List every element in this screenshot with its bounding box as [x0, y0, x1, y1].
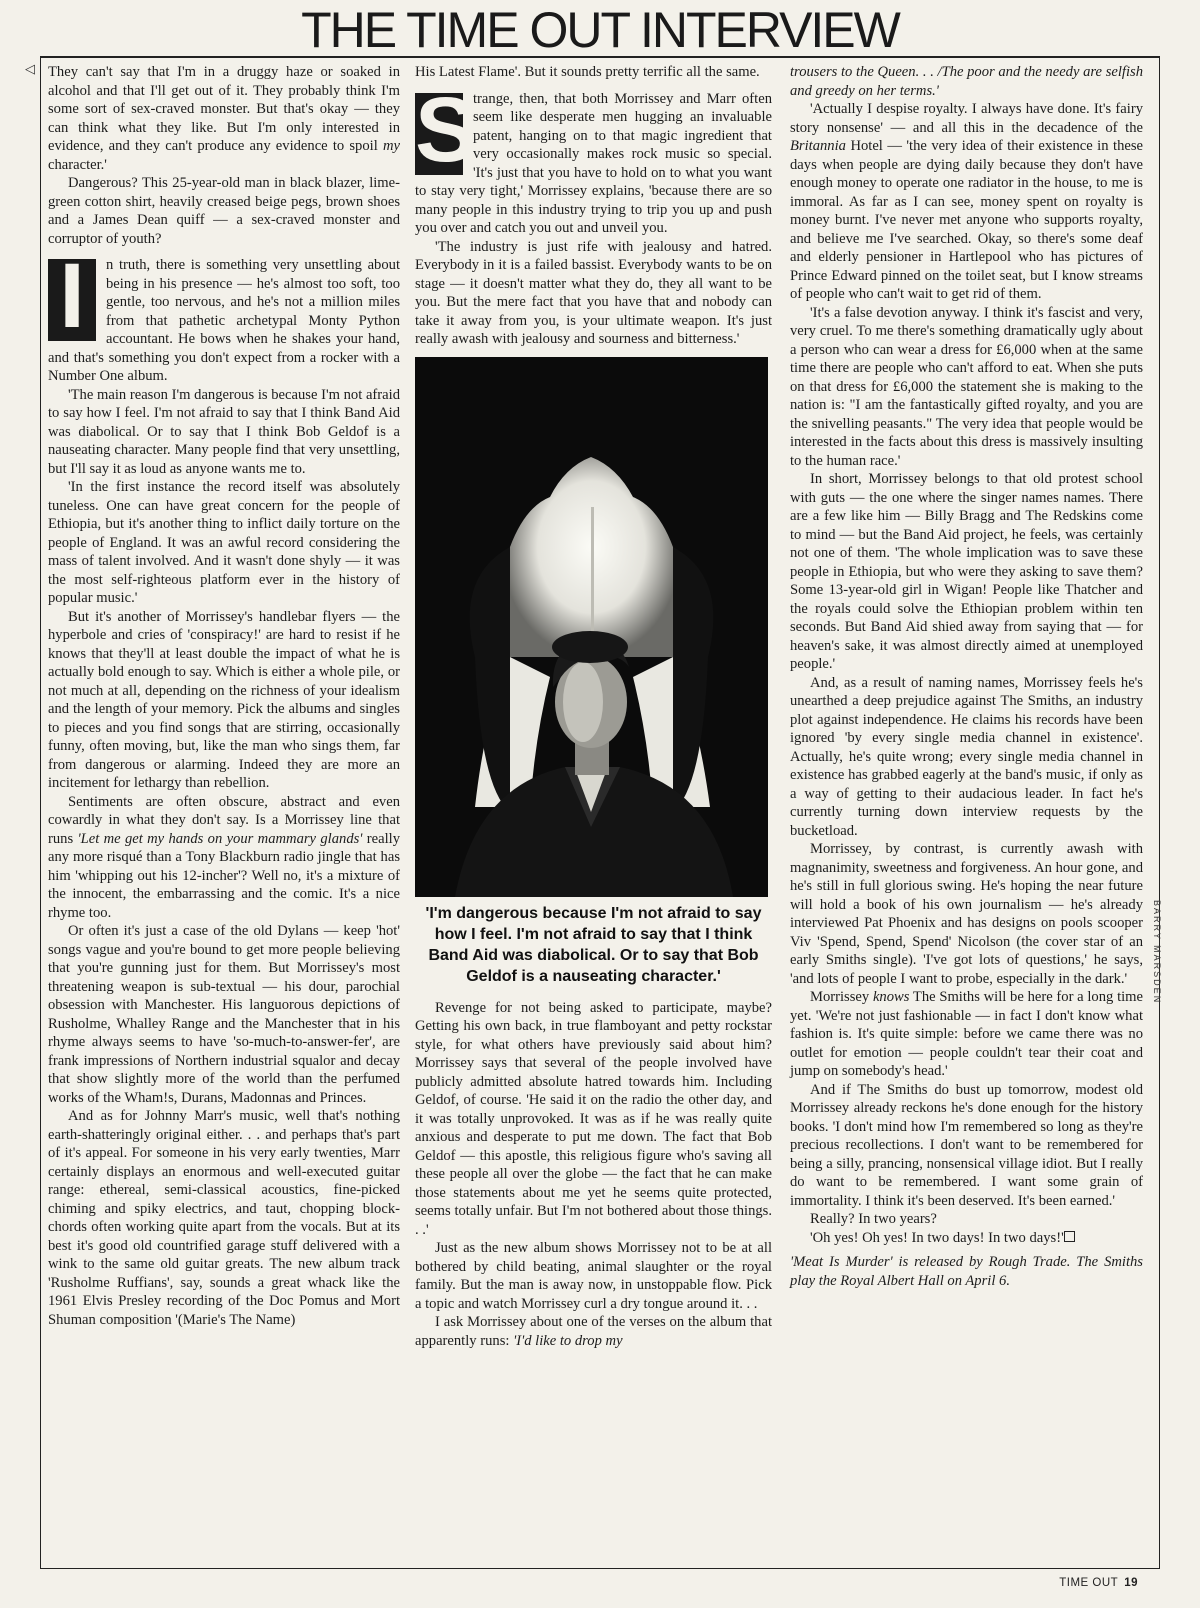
paragraph: But it's another of Morrissey's handlebar flyers — the hyperbole and cries of 'conspiracy!' are hard to resist if he knows that they'll at least double the impact of what he is actually bold enough to say. Which is either a whole pile, or not much at all, depending on the richness of your idealism and the length of your memory. Pick the albums and singles to pieces and you find songs that are stirring, occasionally funny, often moving, but, like the man who sings them, far from dangerous or alarming. Indeed they are more an incitement for lethargy than rebellion. — [48, 608, 400, 791]
paragraph: trousers to the Queen. . . /The poor and the needy are selfish and greedy on her terms.' — [790, 64, 1143, 99]
end-mark-icon — [1064, 1231, 1075, 1242]
paragraph: 'Oh yes! Oh yes! In two days! In two days!' — [790, 1229, 1143, 1248]
masthead-title: THE TIME OUT INTERVIEW — [301, 2, 899, 58]
frame-bottom-rule — [40, 1568, 1160, 1569]
portrait-photo — [415, 357, 768, 897]
paragraph: And as for Johnny Marr's music, well that's nothing earth-shatteringly original either. . . and perhaps that's part of it's appeal. For someone in his very early twenties, Marr certainly displays an enormous and well-executed guitar range: ethereal, semi-classical acoustics, fine-picked chiming and spiky electrics, and taut, chopping block-chords often working quite apart from the vocals. But at its best it's good old countrified garage stuff delivered with a wink to the same old guitar greats. The new album track 'Rusholme Ruffians', say, sounds a great whack like the 1961 Elvis Presley recording of the Doc Pomus and Mort Shuman composition '(Marie's The Name) — [48, 1108, 400, 1328]
paragraph: I n truth, there is something very unsettling about being in his presence — he's almost too soft, too gentle, too nervous, and he's not a million miles from that pathetic archetypal Monty Python accountant. He bows when he shakes your hand, and that's something you don't expect from a rocker with a Number One album. — [48, 245, 400, 384]
pull-quote: 'I'm dangerous because I'm not afraid to say how I feel. I'm not afraid to say that I think Band Aid was diabolical. Or to say that Bob Geldof is a nauseating character.' — [425, 904, 762, 985]
frame-top-rule — [40, 56, 1160, 58]
article-column-1 — [48, 63, 400, 1568]
article-column-3 — [790, 63, 1143, 1568]
paragraph: Just as the new album shows Morrissey not to be at all bothered by child beating, animal slaughter or the royal family. But the man is away now, in unstoppable flow. Pick a topic and watch Morrissey curl a dry tongue around it. . . — [415, 1240, 772, 1312]
paragraph: They can't say that I'm in a druggy haze or soaked in alcohol and that I'll get out of it. They probably think I'm some sort of sex-craved monster. But that's okay — they can think what they like. But I'm only interested in evidence, and they can't produce any evidence to spoil my character.' — [48, 64, 400, 173]
paragraph: I ask Morrissey about one of the verses on the album that apparently runs: 'I'd like to drop my — [415, 1314, 772, 1349]
paragraph: Morrissey, by contrast, is currently awash with magnanimity, sweetness and forgiveness. An hour gone, and he's still in full glorious swing. He's hoping the near future will hold a book of his own journalism — he's already interviewed Pat Phoenix and has designs on pools scooper Viv 'Spend, Spend, Spend' Nicolson (the cover star of an early Smiths single). 'I've got lots of questions,' he says, 'and lots of people I want to probe, especially in the dark.' — [790, 841, 1143, 987]
photo-credit: BARRY MARSDEN — [1152, 900, 1162, 1005]
frame-left-rule — [40, 56, 41, 1568]
drop-cap-i: I — [48, 259, 96, 341]
paragraph: Sentiments are often obscure, abstract and even cowardly in what they don't say. Is a Morrissey line that runs 'Let me get my hands on your mammary glands' really any more risqué than a Tony Blackburn radio jingle that has him 'whipping out his 12-incher'? Well no, it's a mixture of the innocent, the embarrassing and the comic. It's a nice rhyme too. — [48, 793, 400, 921]
paragraph: Morrissey knows The Smiths will be here for a long time yet. 'We're not just fashionable — in fact I don't know what fashion is. It's quite simple: before we came there was no outlet for emotion — people couldn't tear their coat and jump on somebody's head.' — [790, 989, 1144, 1079]
continued-arrow-icon: ◁ — [25, 62, 35, 77]
drop-cap-s: S — [415, 78, 477, 181]
paragraph: 'The main reason I'm dangerous is because I'm not afraid to say how I feel. I'm not afraid to say that I think Band Aid was diabolical. Or to say that I think Bob Geldof is a nauseating character. Many people find that very unsettling, but I'll say it as loud as anyone wants me to. — [48, 386, 400, 477]
paragraph: 'The industry is just rife with jealousy and hatred. Everybody in it is a failed bassist. Everybody wants to be on stage — it doesn't matter what they do, they all want to be you. But the mere fact that you have that and nobody can take it away from you, is your ultimate weapon. It's just really awash with jealousy and sourness and bitterness.' — [415, 238, 772, 347]
paragraph: Dangerous? This 25-year-old man in black blazer, lime-green cotton shirt, heavily creased beige pegs, brown shoes and a James Dean quiff — a sex-craved monster and corruptor of youth? — [48, 175, 400, 247]
paragraph: S trange, then, that both Morrissey and Marr often seem like desperate men hugging an invaluable patent, hanging on to that magic ingredient that very occasionally makes rock music so special. 'It's just that you have to hold on to what you want to stay very tight,' Morrissey explains, 'because there are so many people in this industry trying to trip you up and push you over and catch you out and unveil you. — [415, 78, 772, 236]
footer-publication: TIME OUT — [1059, 1577, 1119, 1589]
paragraph: 'In the first instance the record itself was absolutely tuneless. One can have great concern for the people of Ethiopia, but it's another thing to inflict daily torture on the people of England. It was an awful record considering the mass of talent involved. And it wasn't done shyly — it was the most self-righteous platform ever in the history of popular music.' — [48, 479, 400, 606]
paragraph: And, as a result of naming names, Morrissey feels he's unearthed a deep prejudice against The Smiths, an industry plot against independence. He claims his records have been ignored 'by every single media channel in existence'. Actually, he's quite wrong; every single media channel in existence has grabbed eagerly at the band's music, if only as a way of getting to their audacious leader. In fact he's currently turning down interview requests by the bucketload. — [790, 674, 1143, 839]
frame-right-rule — [1159, 56, 1160, 1568]
paragraph: And if The Smiths do bust up tomorrow, modest old Morrissey already reckons he's done enough for the history books. 'I don't mind how I'm remembered so long as they're precious recollections. I don't want to be remembered for being a silly, prancing, nonsensical village idiot. But I really do want to be remembered. I want some grain of immortality. I think it's been deserved. It's been earned.' — [790, 1081, 1143, 1209]
paragraph: Revenge for not being asked to participate, maybe? Getting his own back, in true flamboyant and petty rockstar style, for what others have previously said about him? Morrissey says that several of the people involved have publicly admitted absolute hatred towards him. Including Geldof, of course. 'He said it on the radio the other day, and it was totally unprovoked. It was as if he was really quite anxious and desperate to put me down. The fact that Bob Geldof — this apostle, this religious figure who's saving all these people all over the globe — the fact that he can make those statements about me yet he seems quite protected, seems totally unfair. But I'm not bothered about those things. . .' — [415, 999, 772, 1238]
paragraph: 'It's a false devotion anyway. I think it's fascist and very, very cruel. To me there's something dramatically ugly about a person who can wear a dress for £6,000 when at the same time there are people who can't afford to eat. When she puts on that dress for £6,000 the statement she is making to the nation is: "I am the fantastically gifted royalty, and you are the snivelling peasants." The very idea that people would be interested in the facts about this dress is massively insulting to the human race.' — [790, 304, 1143, 469]
article-footnote: 'Meat Is Murder' is released by Rough Trade. The Smiths play the Royal Albert Hall on April 6. — [790, 1254, 1143, 1289]
page-footer — [1059, 1577, 1138, 1589]
portrait-photo-illustration — [415, 357, 768, 897]
paragraph: Really? In two years? — [810, 1211, 937, 1227]
paragraph: 'Actually I despise royalty. I always have done. It's fairy story nonsense' — and all this in the decadence of the Britannia Hotel — 'the very idea of their existence in these days when people are dying daily because they don't have enough money to operate one radiator in the house, to me is immoral. As far as I can see, money spent on royalty is money burnt. I've never met anyone who supports royalty, and believe me I've searched. Okay, so there's some deaf and elderly pensioner in Hartlepool who has pictures of Prince Edward pinned on the toilet seat, but I know streams of people who can't wait to get rid of them. — [790, 101, 1143, 302]
paragraph: In short, Morrissey belongs to that old protest school with guts — the one where the singer names names. There are a few like him — Billy Bragg and The Redskins come to mind — but the Band Aid project, he feels, was certainly not one of them. 'The whole implication was to save these people in Ethiopia, but who were they asking to save them? Some 13-year-old girl in Wigan! People like Thatcher and the royals could solve the Ethiopian problem within ten seconds. But Band Aid shied away from saying that — for heaven's sake, it was almost directly aimed at unemployed people.' — [790, 471, 1143, 672]
article-column-2 — [415, 63, 772, 1568]
paragraph: Or often it's just a case of the old Dylans — keep 'hot' songs vague and you're bound to get more people believing that you're gunning just for them. But Morrissey's most threatening weapon is sub-textual — his dour, parochial obsession with Manchester. His languorous depictions of Rusholme, Whalley Range and the Manchester that in his rhyme always seems to have 'so-much-to-answer-fer', are frank impressions of Northern industrial squalor and decay that show slightly more of the world than the perfumed works of the Wham!s, Durans, Madonnas and Princes. — [48, 923, 400, 1106]
page-number: 19 — [1124, 1577, 1138, 1589]
paragraph: His Latest Flame'. But it sounds pretty terrific all the same. — [415, 64, 760, 80]
